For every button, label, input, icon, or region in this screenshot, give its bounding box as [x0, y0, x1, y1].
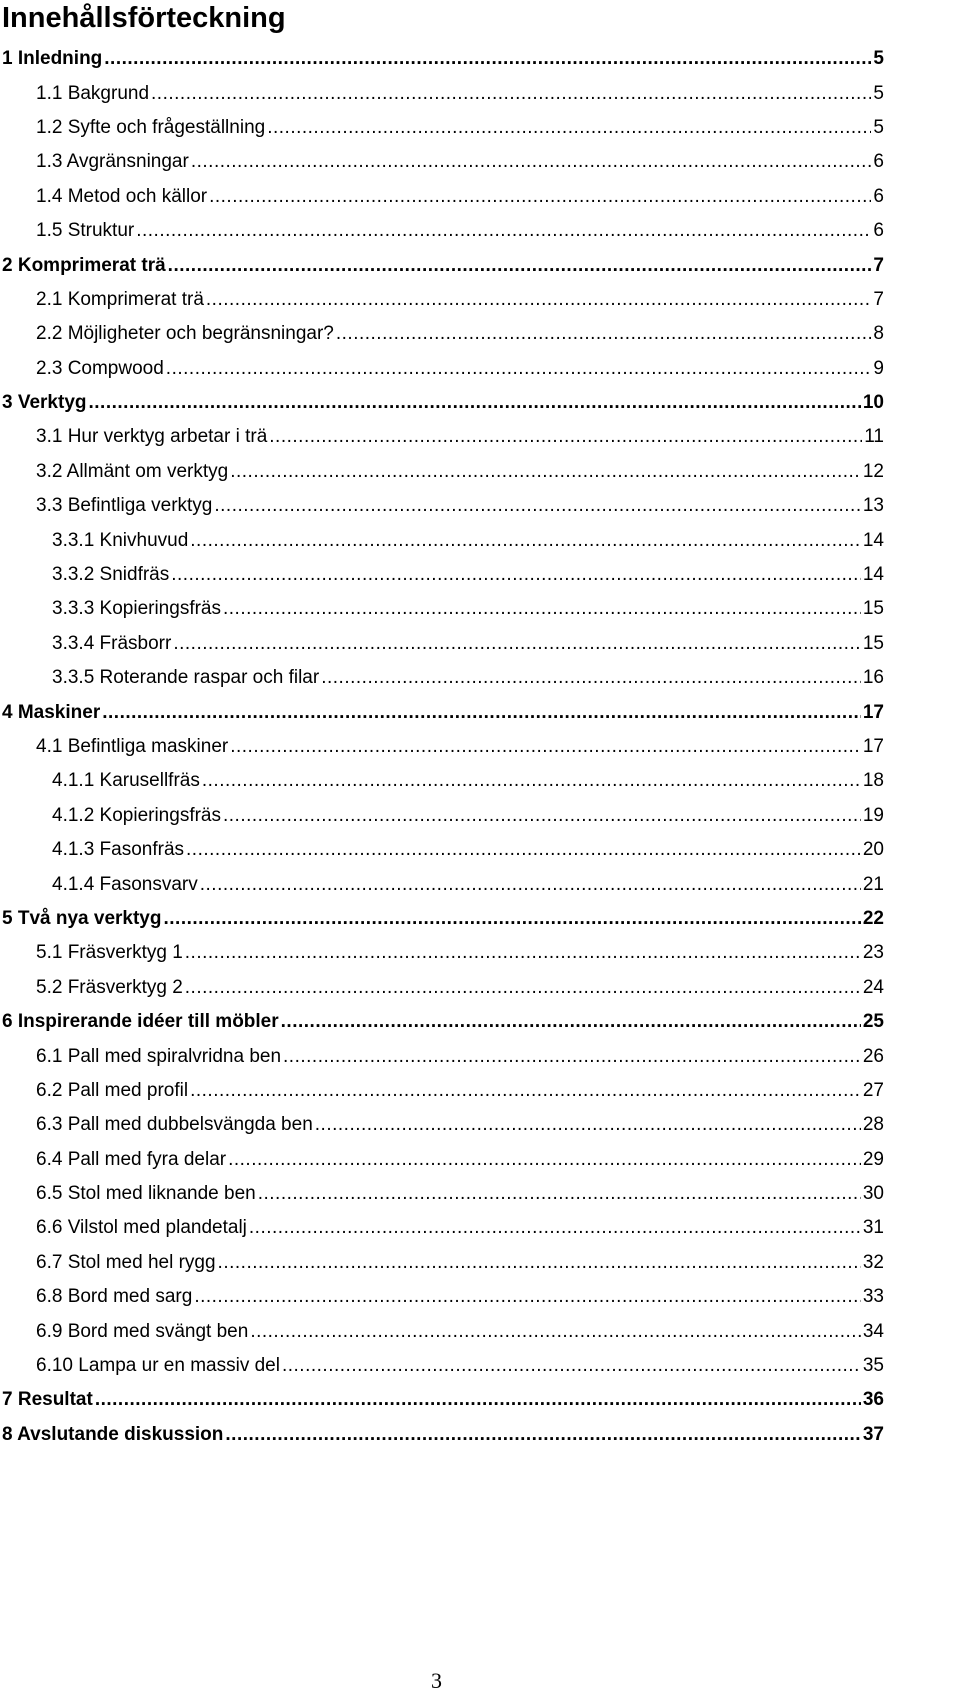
toc-entry-page-number: 17 — [862, 701, 884, 723]
toc-entry[interactable] — [0, 283, 884, 317]
toc-entry[interactable] — [0, 111, 884, 145]
toc-entry-label: 6.6 Vilstol med plandetalj — [36, 1217, 247, 1239]
dot-leader — [102, 702, 861, 724]
toc-entry-page-number: 5 — [873, 82, 884, 104]
toc-entry-label: 6.5 Stol med liknande ben — [36, 1183, 256, 1205]
dot-leader — [168, 255, 872, 277]
toc-entry-label: 2.1 Komprimerat trä — [36, 288, 204, 310]
dot-leader — [151, 83, 871, 105]
toc-entry[interactable] — [0, 1418, 884, 1452]
toc-entry[interactable] — [0, 1211, 884, 1245]
dot-leader — [223, 598, 861, 620]
toc-entry-label: 3.3.1 Knivhuvud — [52, 529, 189, 551]
toc-entry-label: 8 Avslutande diskussion — [2, 1423, 224, 1445]
dot-leader — [223, 805, 861, 827]
toc-entry-label: 3.3.4 Fräsborr — [52, 632, 172, 654]
toc-entry[interactable] — [0, 902, 884, 936]
toc-entry[interactable] — [0, 523, 884, 557]
toc-entry-label: 4 Maskiner — [2, 701, 101, 723]
toc-entry[interactable] — [0, 455, 884, 489]
toc-entry-page-number: 34 — [862, 1320, 884, 1342]
toc-entry-page-number: 37 — [862, 1423, 884, 1445]
toc-entry-label: 5.1 Fräsverktyg 1 — [36, 942, 183, 964]
toc-entry-label: 4.1.2 Kopieringsfräs — [52, 804, 221, 826]
toc-entry-label: 2 Komprimerat trä — [2, 254, 166, 276]
toc-entry[interactable] — [0, 558, 884, 592]
toc-entry-label: 3.2 Allmänt om verktyg — [36, 460, 229, 482]
toc-entry[interactable] — [0, 867, 884, 901]
toc-entry[interactable] — [0, 214, 884, 248]
toc-entry[interactable] — [0, 1349, 884, 1383]
toc-entry-label: 5 Två nya verktyg — [2, 907, 162, 929]
toc-entry[interactable] — [0, 180, 884, 214]
toc-entry[interactable] — [0, 661, 884, 695]
toc-entry-page-number: 36 — [862, 1389, 884, 1411]
table-of-contents — [0, 42, 884, 1452]
toc-entry-page-number: 35 — [862, 1355, 884, 1377]
toc-entry-label: 2.2 Möjligheter och begränsningar? — [36, 323, 334, 345]
toc-entry[interactable] — [0, 1177, 884, 1211]
dot-leader — [269, 426, 862, 448]
dot-leader — [206, 289, 872, 311]
toc-entry-page-number: 17 — [862, 736, 884, 757]
dot-leader — [190, 1080, 861, 1102]
toc-entry[interactable] — [0, 1383, 884, 1417]
dot-leader — [173, 633, 861, 655]
dot-leader — [104, 48, 871, 70]
toc-entry-page-number: 6 — [873, 151, 884, 173]
toc-entry[interactable] — [0, 695, 884, 729]
dot-leader — [171, 564, 861, 586]
toc-entry[interactable] — [0, 1246, 884, 1280]
dot-leader — [185, 942, 861, 964]
toc-entry-page-number: 22 — [862, 907, 884, 929]
dot-leader — [200, 874, 861, 896]
toc-entry[interactable] — [0, 1005, 884, 1039]
toc-entry-page-number: 32 — [862, 1251, 884, 1273]
dot-leader — [321, 667, 861, 689]
toc-entry[interactable] — [0, 42, 884, 76]
toc-entry[interactable] — [0, 764, 884, 798]
dot-leader — [336, 323, 872, 345]
toc-entry-page-number: 33 — [862, 1286, 884, 1308]
toc-entry-label: 6.8 Bord med sarg — [36, 1286, 193, 1308]
toc-entry-label: 1 Inledning — [2, 48, 103, 70]
dot-leader — [194, 1286, 861, 1308]
toc-entry-label: 1.1 Bakgrund — [36, 82, 150, 104]
toc-entry[interactable] — [0, 489, 884, 523]
dot-leader — [225, 1424, 860, 1446]
toc-entry-page-number: 12 — [862, 460, 884, 482]
toc-entry-page-number: 13 — [862, 495, 884, 517]
dot-leader — [89, 392, 861, 414]
toc-entry-page-number: 16 — [862, 667, 884, 689]
page-number: 3 — [431, 1668, 442, 1693]
toc-entry-page-number: 6 — [873, 220, 884, 242]
toc-entry-label: 2.3 Compwood — [36, 357, 164, 379]
toc-entry-label: 1.5 Struktur — [36, 220, 135, 242]
toc-entry[interactable] — [0, 1108, 884, 1142]
dot-leader — [228, 1149, 861, 1171]
toc-entry[interactable] — [0, 1143, 884, 1177]
dot-leader — [209, 186, 871, 208]
toc-entry-page-number: 24 — [862, 976, 884, 998]
toc-entry-page-number: 29 — [862, 1148, 884, 1170]
toc-entry-label: 6.9 Bord med svängt ben — [36, 1320, 249, 1342]
toc-entry-page-number: 5 — [873, 48, 884, 70]
toc-entry-page-number: 14 — [862, 564, 884, 586]
dot-leader — [166, 358, 872, 380]
toc-entry[interactable] — [0, 936, 884, 970]
toc-entry[interactable] — [0, 833, 884, 867]
toc-entry-page-number: 15 — [862, 632, 884, 654]
toc-entry-page-number: 14 — [862, 529, 884, 551]
toc-entry-label: 4.1 Befintliga maskiner — [36, 736, 229, 757]
toc-entry-label: 6.2 Pall med profil — [36, 1079, 189, 1101]
toc-entry-label: 5.2 Fräsverktyg 2 — [36, 976, 183, 998]
toc-entry[interactable] — [0, 1039, 884, 1073]
dot-leader — [185, 977, 861, 999]
toc-entry[interactable] — [0, 145, 884, 179]
toc-entry[interactable] — [0, 248, 884, 282]
dot-leader — [230, 461, 861, 483]
toc-entry-page-number: 7 — [873, 288, 884, 310]
dot-leader — [190, 530, 861, 552]
toc-entry[interactable] — [0, 627, 884, 661]
toc-entry-page-number: 30 — [862, 1183, 884, 1205]
toc-entry-label: 4.1.3 Fasonfräs — [52, 839, 185, 861]
toc-entry[interactable] — [0, 420, 884, 454]
toc-entry-label: 6 Inspirerande idéer till möbler — [2, 1011, 279, 1033]
toc-entry-label: 6.10 Lampa ur en massiv del — [36, 1355, 280, 1377]
dot-leader — [315, 1114, 861, 1136]
toc-entry-page-number: 6 — [873, 185, 884, 207]
toc-entry[interactable] — [0, 1314, 884, 1348]
dot-leader — [186, 839, 861, 861]
toc-entry[interactable] — [0, 352, 884, 386]
toc-entry-page-number: 20 — [862, 839, 884, 861]
toc-entry-label: 3.3.2 Snidfräs — [52, 564, 170, 586]
toc-entry[interactable] — [0, 730, 884, 764]
toc-entry-label: 3.1 Hur verktyg arbetar i trä — [36, 426, 268, 448]
toc-entry-page-number: 11 — [864, 426, 884, 448]
dot-leader — [249, 1217, 861, 1239]
dot-leader — [281, 1011, 861, 1033]
toc-entry-label: 1.4 Metod och källor — [36, 185, 208, 207]
toc-entry[interactable] — [0, 1280, 884, 1314]
dot-leader — [267, 117, 871, 139]
toc-entry-label: 6.3 Pall med dubbelsvängda ben — [36, 1114, 313, 1136]
toc-entry[interactable] — [0, 76, 884, 110]
toc-entry-label: 3.3 Befintliga verktyg — [36, 495, 213, 517]
toc-entry-label: 6.1 Pall med spiralvridna ben — [36, 1045, 282, 1067]
toc-entry-page-number: 8 — [873, 323, 884, 345]
dot-leader — [282, 1355, 861, 1377]
dot-leader — [163, 908, 860, 930]
dot-leader — [258, 1183, 861, 1205]
toc-entry-page-number: 15 — [862, 598, 884, 620]
toc-entry[interactable] — [0, 592, 884, 626]
toc-entry-page-number: 9 — [873, 357, 884, 379]
toc-entry-page-number: 21 — [862, 873, 884, 895]
toc-entry-page-number: 26 — [862, 1045, 884, 1067]
toc-entry-page-number: 31 — [862, 1217, 884, 1239]
dot-leader — [95, 1389, 861, 1411]
dot-leader — [136, 220, 871, 242]
toc-entry[interactable] — [0, 317, 884, 351]
dot-leader — [230, 736, 861, 758]
dot-leader — [218, 1252, 861, 1274]
toc-entry-label: 4.1.4 Fasonsvarv — [52, 873, 198, 895]
toc-entry[interactable] — [0, 1074, 884, 1108]
toc-entry-label: 3.3.3 Kopieringsfräs — [52, 598, 221, 620]
toc-entry-page-number: 18 — [862, 770, 884, 792]
toc-entry-label: 3 Verktyg — [2, 392, 87, 414]
toc-entry-page-number: 28 — [862, 1114, 884, 1136]
toc-entry-label: 6.7 Stol med hel rygg — [36, 1251, 216, 1273]
toc-entry-page-number: 23 — [862, 942, 884, 964]
toc-entry-page-number: 19 — [862, 804, 884, 826]
dot-leader — [202, 770, 861, 792]
toc-entry[interactable] — [0, 386, 884, 420]
toc-entry-page-number: 5 — [873, 116, 884, 138]
toc-entry-label: 7 Resultat — [2, 1389, 93, 1411]
toc-entry-label: 4.1.1 Karusellfräs — [52, 770, 200, 792]
toc-entry-page-number: 7 — [873, 254, 884, 276]
toc-entry-page-number: 27 — [862, 1079, 884, 1101]
dot-leader — [250, 1321, 861, 1343]
toc-entry-page-number: 25 — [862, 1011, 884, 1033]
toc-entry-label: 1.3 Avgränsningar — [36, 151, 189, 173]
dot-leader — [191, 151, 872, 173]
toc-entry-label: 1.2 Syfte och frågeställning — [36, 116, 266, 138]
page-title: Innehållsförteckning — [2, 2, 286, 34]
toc-entry-label: 6.4 Pall med fyra delar — [36, 1148, 227, 1170]
dot-leader — [283, 1046, 861, 1068]
dot-leader — [214, 495, 860, 517]
toc-entry-page-number: 10 — [862, 392, 884, 414]
toc-entry[interactable] — [0, 971, 884, 1005]
toc-entry[interactable] — [0, 799, 884, 833]
toc-entry-label: 3.3.5 Roterande raspar och filar — [52, 667, 320, 689]
